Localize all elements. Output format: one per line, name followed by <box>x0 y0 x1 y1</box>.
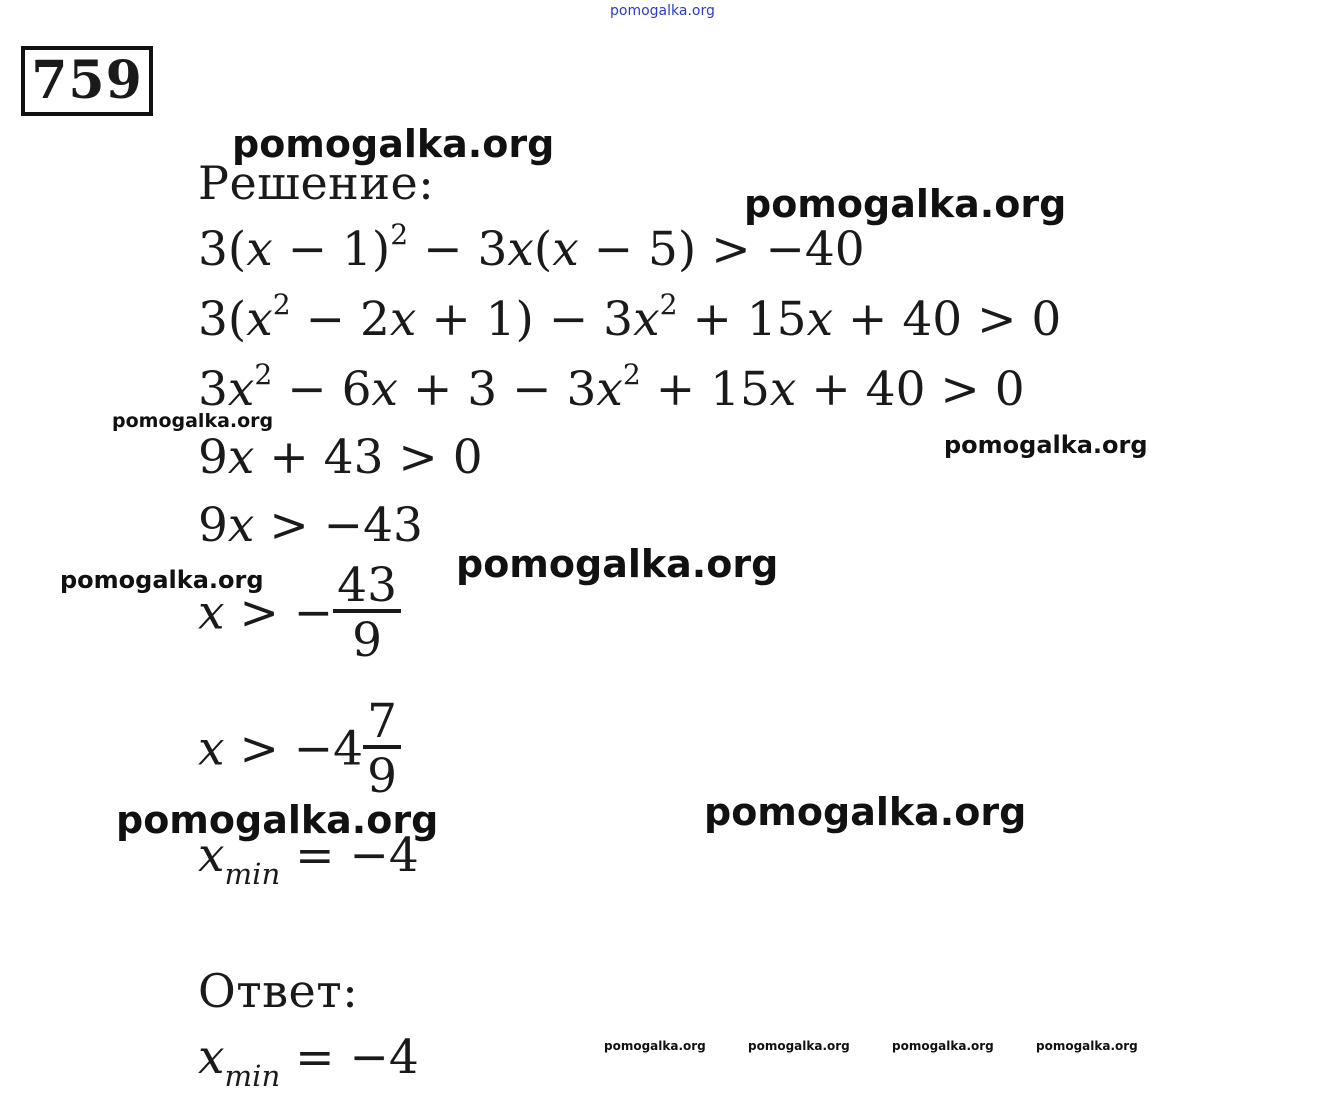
watermark: pomogalka.org <box>60 566 264 594</box>
step-6-fraction <box>333 558 401 668</box>
watermark-top: pomogalka.org <box>610 3 715 19</box>
step-7-fraction <box>363 694 401 804</box>
step-5: 9x > −43 <box>198 498 423 553</box>
watermark: pomogalka.org <box>112 410 274 432</box>
step-8: $x_{min} = -4$ <box>198 828 419 892</box>
watermark: pomogalka.org <box>748 1039 850 1053</box>
step-6-denominator: 9 <box>333 609 401 664</box>
answer-label: Ответ: <box>198 964 359 1018</box>
step-7-numerator: 7 <box>367 694 397 749</box>
solution-label: Решение: <box>198 156 435 210</box>
watermark: pomogalka.org <box>1036 1039 1138 1053</box>
watermark: pomogalka.org <box>944 431 1148 459</box>
step-6-numerator: 43 <box>337 558 397 613</box>
step-3: $3x^2 - 6x + 3 - 3x^2 + 15x + 40 > 0$ <box>198 357 1025 417</box>
watermark: pomogalka.org <box>704 790 1027 834</box>
watermark: pomogalka.org <box>232 122 555 166</box>
watermark: pomogalka.org <box>456 542 779 586</box>
step-6: x > − $\frac{43}{9}$ <box>198 562 401 664</box>
step-4: 9x + 43 > 0 <box>198 430 483 485</box>
watermark: pomogalka.org <box>604 1039 706 1053</box>
step-2: $3(x^2 - 2x + 1) - 3x^2 + 15x + 40 > 0$ <box>198 287 1062 347</box>
step-1: $3(x - 1)^2 - 3x(x - 5) > -40$ <box>198 217 865 277</box>
watermark: pomogalka.org <box>892 1039 994 1053</box>
problem-number: 759 <box>21 46 153 116</box>
watermark: pomogalka.org <box>116 798 439 842</box>
step-7-denominator: 9 <box>363 745 401 800</box>
watermark: pomogalka.org <box>744 182 1067 226</box>
step-7: x > −4 $\frac{7}{9}$ <box>198 698 401 800</box>
answer-expression: $x_{min} = -4$ <box>198 1030 419 1094</box>
